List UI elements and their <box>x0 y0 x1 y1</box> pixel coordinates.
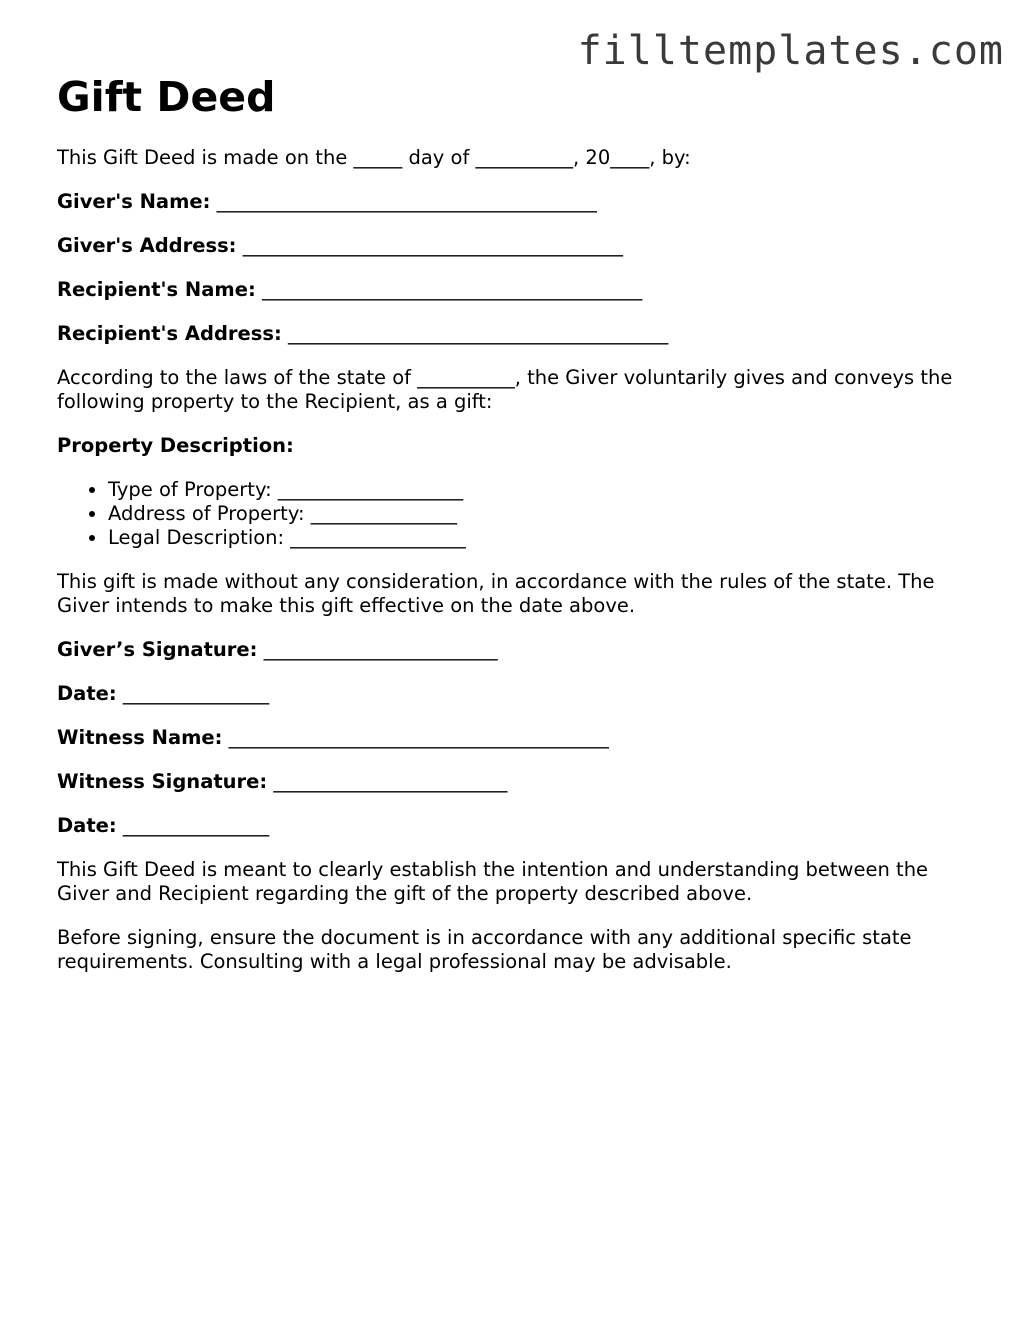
watermark: filltemplates.com <box>577 28 1004 74</box>
witness-name-label: Witness Name: <box>57 726 223 749</box>
closing-paragraph: Before signing, ensure the document is in accordance with any additional specific state requirements. Consulting with a legal professional may be advisable. <box>57 926 912 973</box>
intention-paragraph: This Gift Deed is meant to clearly establish the intention and understanding between the Giver and Recipient regarding the gift of the property described above. <box>57 858 929 905</box>
givers-name-field <box>57 190 977 214</box>
intro-paragraph: This Gift Deed is made on the _____ day of __________, 20____, by: <box>57 146 691 169</box>
witness-signature-blank: ________________________ <box>273 770 508 793</box>
givers-address-field <box>57 234 977 258</box>
property-item-address: • Address of Property: _______________ <box>108 502 977 526</box>
witness-signature-label: Witness Signature: <box>57 770 268 793</box>
date-field-1 <box>57 682 977 706</box>
recipients-name-blank: _______________________________________ <box>261 278 643 301</box>
givers-signature-field <box>57 638 977 662</box>
witness-name-field <box>57 726 977 750</box>
date-field-2 <box>57 814 977 838</box>
recipients-address-label: Recipient's Address: <box>57 322 282 345</box>
witness-signature-field <box>57 770 977 794</box>
witness-name-blank: _______________________________________ <box>228 726 609 749</box>
recipients-name-label: Recipient's Name: <box>57 278 256 301</box>
givers-address-label: Giver's Address: <box>57 234 237 257</box>
date-label-1: Date: <box>57 682 117 705</box>
givers-signature-label: Giver’s Signature: <box>57 638 258 661</box>
consideration-paragraph: This gift is made without any consideration, in accordance with the rules of the state. The Giver intends to make this gift effective on the date above. <box>57 570 935 617</box>
property-item-type: • Type of Property: ___________________ <box>108 478 977 502</box>
recipients-name-field <box>57 278 977 302</box>
givers-address-blank: _______________________________________ <box>242 234 623 257</box>
givers-name-blank: _______________________________________ <box>216 190 597 213</box>
givers-signature-blank: ________________________ <box>263 638 498 661</box>
recipients-address-field <box>57 322 977 346</box>
property-item-legal: • Legal Description: __________________ <box>108 526 977 550</box>
document-title: Gift Deed <box>57 73 276 121</box>
date-blank-1: _______________ <box>122 682 270 705</box>
property-list <box>57 478 977 550</box>
law-paragraph: According to the laws of the state of __________, the Giver voluntarily gives and conveys the following property to the Recipient, as a gift: <box>57 366 953 413</box>
document-page <box>57 72 977 994</box>
givers-name-label: Giver's Name: <box>57 190 211 213</box>
recipients-address-blank: _______________________________________ <box>288 322 669 345</box>
date-label-2: Date: <box>57 814 117 837</box>
property-heading: Property Description: <box>57 434 294 457</box>
date-blank-2: _______________ <box>122 814 270 837</box>
